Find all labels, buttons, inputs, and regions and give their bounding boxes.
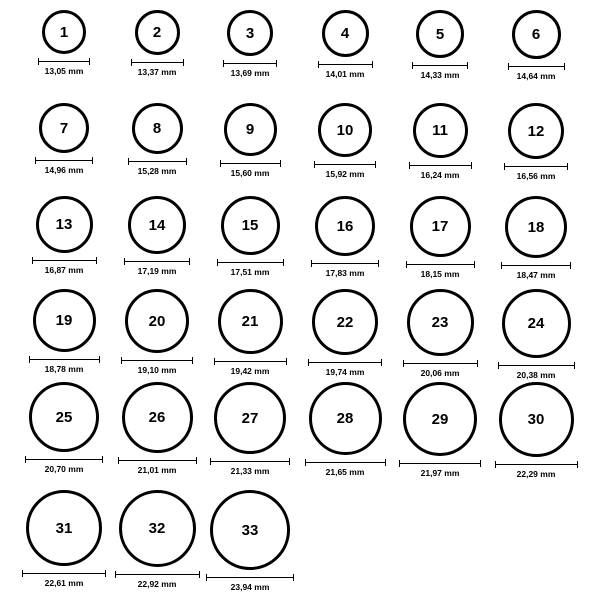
measure-cap-left [25,456,26,463]
measure-cap-left [38,58,39,65]
ring-size-cell [300,103,390,179]
ring-circle[interactable] [210,490,290,570]
measure-cap-right [99,356,100,363]
ring-size-number: 19 [55,312,73,329]
diameter-measure-bar [403,360,478,367]
measure-cap-right [280,160,281,167]
measure-line [22,573,106,574]
measure-cap-left [508,63,509,70]
ring-size-number: 32 [148,520,166,537]
diameter-measure-bar [399,460,481,467]
ring-diameter-label: 18,15 mm [420,269,460,279]
measure-cap-left [206,574,207,581]
measure-cap-right [286,358,287,365]
ring-size-number: 22 [336,313,354,331]
ring-size-number: 11 [432,122,448,139]
measure-line [32,260,97,261]
ring-diameter-label: 16,24 mm [420,170,460,180]
ring-circle[interactable] [505,196,567,258]
ring-size-cell [300,289,390,377]
measure-cap-left [118,457,119,464]
measure-line [305,462,386,463]
measure-cap-right [186,158,187,165]
measure-cap-left [210,458,211,465]
diameter-measure-bar [131,59,184,66]
measure-cap-right [96,257,97,264]
diameter-measure-bar [32,257,97,264]
ring-size-number: 29 [431,410,449,428]
ring-size-cell [205,490,295,592]
measure-line [399,463,481,464]
ring-size-number: 12 [527,122,545,140]
ring-circle[interactable] [221,196,280,255]
measure-line [210,461,290,462]
ring-circle[interactable] [407,289,474,356]
ring-diameter-label: 13,37 mm [137,67,177,77]
ring-size-cell [205,196,295,277]
ring-size-number: 27 [241,409,259,427]
ring-diameter-label: 19,10 mm [137,365,177,375]
measure-cap-right [189,258,190,265]
ring-diameter-label: 19,42 mm [230,366,270,376]
diameter-measure-bar [38,58,90,65]
diameter-measure-bar [115,571,200,578]
ring-size-number: 2 [152,24,162,41]
ring-diameter-label: 15,60 mm [230,168,270,178]
ring-diameter-label: 21,65 mm [325,467,365,477]
measure-line [128,161,187,162]
diameter-measure-bar [206,574,294,581]
ring-diameter-label: 21,97 mm [420,468,460,478]
measure-cap-left [308,359,309,366]
diameter-measure-bar [22,570,106,577]
ring-circle[interactable] [33,289,96,352]
ring-circle[interactable] [322,10,369,57]
diameter-measure-bar [501,262,571,269]
measure-line [406,264,475,265]
diameter-measure-bar [25,456,103,463]
ring-size-cell [491,103,581,181]
ring-diameter-label: 21,01 mm [137,465,177,475]
ring-size-cell [112,490,202,589]
ring-circle[interactable] [42,10,86,54]
measure-cap-right [89,58,90,65]
ring-diameter-label: 20,70 mm [44,464,84,474]
measure-cap-left [498,362,499,369]
measure-cap-left [217,259,218,266]
ring-circle[interactable] [224,103,277,156]
ring-diameter-label: 13,69 mm [230,68,270,78]
measure-cap-right [567,163,568,170]
measure-line [318,64,373,65]
measure-line [35,160,93,161]
ring-size-cell [491,382,581,479]
measure-cap-right [381,359,382,366]
measure-line [25,459,103,460]
measure-cap-left [115,571,116,578]
diameter-measure-bar [409,162,472,169]
measure-cap-left [214,358,215,365]
measure-line [495,464,578,465]
ring-size-number: 25 [55,408,73,426]
ring-size-number: 5 [435,25,445,43]
ring-size-cell [205,103,295,178]
measure-cap-left [29,356,30,363]
ring-size-number: 21 [241,313,259,330]
ring-diameter-label: 17,19 mm [137,266,177,276]
measure-cap-right [289,458,290,465]
diameter-measure-bar [508,63,565,70]
ring-circle[interactable] [218,289,283,354]
measure-line [124,261,190,262]
ring-size-cell [491,10,581,81]
measure-cap-right [570,262,571,269]
measure-cap-left [406,261,407,268]
diameter-measure-bar [223,60,277,67]
ring-diameter-label: 16,87 mm [44,265,84,275]
ring-size-cell [300,196,390,278]
ring-diameter-label: 18,78 mm [44,364,84,374]
ring-circle[interactable] [499,382,574,457]
ring-circle[interactable] [29,382,99,452]
ring-diameter-label: 14,01 mm [325,69,365,79]
ring-size-cell [19,103,109,175]
ring-diameter-label: 20,38 mm [516,370,556,380]
ring-circle[interactable] [119,490,196,567]
measure-cap-left [399,460,400,467]
diameter-measure-bar [220,160,281,167]
measure-cap-left [314,161,315,168]
ring-size-number: 1 [59,23,69,41]
measure-line [214,361,287,362]
measure-cap-left [22,570,23,577]
ring-size-number: 7 [59,119,69,137]
diameter-measure-bar [311,260,379,267]
ring-size-number: 26 [148,409,166,426]
ring-diameter-label: 13,05 mm [44,66,84,76]
diameter-measure-bar [29,356,100,363]
measure-cap-right [196,457,197,464]
ring-circle[interactable] [135,10,180,55]
diameter-measure-bar [495,461,578,468]
ring-diameter-label: 22,61 mm [44,578,84,588]
ring-size-number: 24 [527,315,545,332]
diameter-measure-bar [210,458,290,465]
diameter-measure-bar [124,258,190,265]
ring-size-number: 13 [55,216,73,233]
ring-circle[interactable] [309,382,382,455]
ring-diameter-label: 19,74 mm [325,367,365,377]
measure-cap-right [378,260,379,267]
ring-diameter-label: 22,29 mm [516,469,556,479]
measure-cap-left [305,459,306,466]
diameter-measure-bar [305,459,386,466]
measure-line [220,163,281,164]
ring-circle[interactable] [410,196,471,257]
measure-line [314,164,376,165]
measure-cap-right [574,362,575,369]
measure-cap-right [293,574,294,581]
ring-size-cell [395,289,485,378]
measure-line [206,577,294,578]
ring-size-number: 6 [531,26,541,43]
measure-line [412,65,468,66]
ring-circle[interactable] [413,103,468,158]
measure-line [223,63,277,64]
ring-circle[interactable] [318,103,372,157]
measure-line [131,62,184,63]
measure-cap-left [223,60,224,67]
ring-size-cell [112,196,202,276]
ring-size-cell [205,10,295,78]
ring-diameter-label: 22,92 mm [137,579,177,589]
measure-cap-right [564,63,565,70]
measure-cap-right [480,460,481,467]
ring-circle[interactable] [128,196,186,254]
ring-size-cell [205,289,295,376]
ring-size-cell [112,289,202,375]
ring-diameter-label: 14,64 mm [516,71,556,81]
ring-diameter-label: 16,56 mm [516,171,556,181]
ring-diameter-label: 14,96 mm [44,165,84,175]
measure-cap-left [128,158,129,165]
ring-size-number: 4 [340,25,350,42]
diameter-measure-bar [214,358,287,365]
measure-cap-right [283,259,284,266]
ring-size-number: 15 [241,217,259,234]
ring-size-cell [112,10,202,77]
measure-cap-right [471,162,472,169]
ring-size-cell [205,382,295,476]
ring-size-number: 33 [241,521,259,539]
diameter-measure-bar [318,61,373,68]
ring-size-cell [112,382,202,475]
measure-cap-left [32,257,33,264]
measure-line [217,262,284,263]
ring-size-number: 31 [55,519,73,537]
measure-line [121,360,193,361]
ring-size-cell [300,382,390,477]
measure-cap-right [375,161,376,168]
ring-circle[interactable] [122,382,193,453]
measure-line [504,166,568,167]
measure-line [403,363,478,364]
ring-circle[interactable] [502,289,571,358]
ring-diameter-label: 15,92 mm [325,169,365,179]
measure-line [501,265,571,266]
measure-cap-right [474,261,475,268]
diameter-measure-bar [504,163,568,170]
ring-size-number: 23 [431,314,449,331]
ring-diameter-label: 20,06 mm [420,368,460,378]
measure-line [508,66,565,67]
measure-cap-right [577,461,578,468]
measure-line [29,359,100,360]
ring-size-cell [395,10,485,80]
measure-cap-left [495,461,496,468]
diameter-measure-bar [308,359,382,366]
measure-cap-right [183,59,184,66]
diameter-measure-bar [217,259,284,266]
ring-size-number: 28 [336,410,354,427]
measure-line [115,574,200,575]
measure-cap-right [199,571,200,578]
measure-cap-right [385,459,386,466]
measure-cap-left [35,157,36,164]
ring-circle[interactable] [416,10,464,58]
ring-circle[interactable] [26,490,102,566]
ring-circle[interactable] [315,196,375,256]
ring-size-number: 10 [336,121,354,139]
measure-cap-right [467,62,468,69]
ring-circle[interactable] [132,103,183,154]
measure-cap-left [311,260,312,267]
ring-diameter-label: 18,47 mm [516,270,556,280]
ring-size-cell [112,103,202,176]
measure-cap-left [504,163,505,170]
measure-cap-left [131,59,132,66]
ring-size-cell [395,103,485,180]
diameter-measure-bar [118,457,197,464]
ring-size-number: 9 [245,121,255,138]
ring-size-number: 30 [527,411,545,428]
ring-diameter-label: 23,94 mm [230,582,270,592]
measure-cap-right [477,360,478,367]
diameter-measure-bar [35,157,93,164]
ring-circle[interactable] [36,196,93,253]
ring-circle[interactable] [227,10,273,56]
ring-size-cell [19,196,109,275]
ring-size-cell [19,490,109,588]
diameter-measure-bar [412,62,468,69]
measure-line [38,61,90,62]
measure-cap-left [409,162,410,169]
ring-circle[interactable] [403,382,477,456]
ring-circle[interactable] [125,289,189,353]
ring-circle[interactable] [508,103,564,159]
measure-cap-right [105,570,106,577]
measure-cap-right [276,60,277,67]
ring-diameter-label: 17,83 mm [325,268,365,278]
measure-line [311,263,379,264]
ring-size-number: 17 [431,218,449,235]
measure-cap-right [92,157,93,164]
ring-size-cell [395,196,485,279]
measure-cap-left [124,258,125,265]
ring-diameter-label: 21,33 mm [230,466,270,476]
diameter-measure-bar [498,362,575,369]
ring-size-cell [19,289,109,374]
measure-line [118,460,197,461]
ring-size-number: 16 [336,217,354,235]
ring-diameter-label: 14,33 mm [420,70,460,80]
ring-size-cell [300,10,390,79]
measure-line [498,365,575,366]
ring-size-cell [491,196,581,280]
measure-line [409,165,472,166]
measure-cap-right [102,456,103,463]
diameter-measure-bar [314,161,376,168]
measure-cap-right [372,61,373,68]
measure-cap-left [318,61,319,68]
measure-cap-left [121,357,122,364]
ring-circle[interactable] [312,289,378,355]
ring-diameter-label: 17,51 mm [230,267,270,277]
ring-size-cell [395,382,485,478]
measure-cap-left [403,360,404,367]
measure-line [308,362,382,363]
measure-cap-left [220,160,221,167]
diameter-measure-bar [121,357,193,364]
ring-diameter-label: 15,28 mm [137,166,177,176]
measure-cap-right [192,357,193,364]
ring-size-number: 3 [245,24,255,42]
ring-circle[interactable] [39,103,89,153]
ring-size-number: 8 [152,120,162,137]
ring-size-cell [19,382,109,474]
ring-size-cell [19,10,109,76]
diameter-measure-bar [128,158,187,165]
ring-size-number: 18 [527,218,545,236]
ring-circle[interactable] [512,10,561,59]
diameter-measure-bar [406,261,475,268]
ring-size-cell [491,289,581,380]
measure-cap-left [412,62,413,69]
ring-size-number: 14 [148,216,166,234]
measure-cap-left [501,262,502,269]
ring-circle[interactable] [214,382,286,454]
ring-size-number: 20 [148,312,166,330]
